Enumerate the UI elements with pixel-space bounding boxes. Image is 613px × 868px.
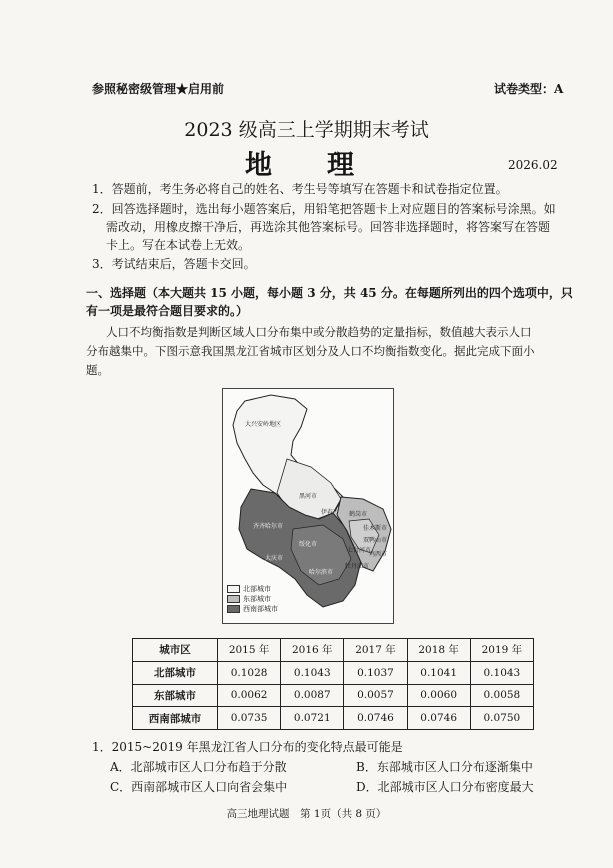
table-cell: 西南部城市 xyxy=(133,707,218,730)
table-header-row xyxy=(133,639,534,662)
table-cell: 北部城市 xyxy=(133,661,218,684)
table-header: 2019 年 xyxy=(470,639,533,662)
population-index-table xyxy=(132,638,534,730)
table-cell: 0.1043 xyxy=(281,661,344,684)
map-label-jiamusi: 佳木斯市 xyxy=(363,525,388,532)
question-1-option-b: B．东部城市区人口分布逐渐集中 xyxy=(356,760,533,774)
map-label-daxinganling: 大兴安岭地区 xyxy=(245,421,282,428)
table-header: 2017 年 xyxy=(344,639,407,662)
table-cell: 0.0060 xyxy=(407,684,470,707)
legend-swatch-southwest xyxy=(227,605,240,613)
map-label-jixi: 鸡西市 xyxy=(369,551,388,558)
page-footer: 高三地理试题 第 1页（共 8 页） xyxy=(226,808,387,820)
table-cell: 0.0057 xyxy=(344,684,407,707)
table-cell: 0.0746 xyxy=(344,707,407,730)
section-heading: 一、选择题（本大题共 15 小题，每小题 3 分，共 45 分。在每题所列出的四个选项中，只 xyxy=(86,286,573,300)
table-cell: 0.1043 xyxy=(470,661,533,684)
paper-type: 试卷类型：A xyxy=(494,82,564,96)
passage-line-2: 分布越集中。下图示意我国黑龙江省城市区划分及人口不均衡指数变化。据此完成下面小 xyxy=(86,344,535,358)
table-cell: 0.0735 xyxy=(218,707,281,730)
question-1-stem: 1．2015~2019 年黑龙江省人口分布的变化特点最可能是 xyxy=(92,740,403,754)
table-cell: 0.0062 xyxy=(218,684,281,707)
table-cell: 0.1041 xyxy=(407,661,470,684)
map-label-suihua: 绥化市 xyxy=(299,541,318,548)
legend-north xyxy=(227,585,271,593)
exam-title: 2023 级高三上学期期末考试 xyxy=(184,119,429,141)
map-label-yichun: 伊春市 xyxy=(321,509,340,516)
table-cell: 东部城市 xyxy=(133,684,218,707)
table-cell: 0.0721 xyxy=(281,707,344,730)
table-header: 城市区 xyxy=(133,639,218,662)
map-label-heihe: 黑河市 xyxy=(299,493,318,500)
legend-label-east: 东部城市 xyxy=(243,595,271,603)
question-1-option-d: D．北部城市区人口分布密度最大 xyxy=(356,780,534,794)
table-header: 2016 年 xyxy=(281,639,344,662)
instruction-3: 3．考试结束后，答题卡交回。 xyxy=(92,257,256,271)
table-cell: 0.0058 xyxy=(470,684,533,707)
instruction-1: 1．答题前，考生务必将自己的姓名、考生号等填写在答题卡和试卷指定位置。 xyxy=(92,182,508,196)
map-label-daqing: 大庆市 xyxy=(265,555,284,562)
table-row xyxy=(133,661,534,684)
table-header: 2015 年 xyxy=(218,639,281,662)
table-cell: 0.0746 xyxy=(407,707,470,730)
legend-swatch-north xyxy=(227,585,240,593)
instruction-2-cont2: 卡上。写在本试卷上无效。 xyxy=(106,238,251,252)
map-label-mudanjiang: 牡丹江市 xyxy=(345,563,370,570)
table-header: 2018 年 xyxy=(407,639,470,662)
legend-east xyxy=(227,595,271,603)
table-cell: 0.1028 xyxy=(218,661,281,684)
question-1-option-c: C．西南部城市区人口向省会集中 xyxy=(110,780,288,794)
question-1-option-a: A．北部城市区人口分布趋于分散 xyxy=(110,760,287,774)
map-label-qiqihar: 齐齐哈尔市 xyxy=(253,523,284,530)
passage-line-1: 人口不均衡指数是判断区域人口分布集中或分散趋势的定量指标，数值越大表示人口 xyxy=(106,325,532,339)
table-cell: 0.0750 xyxy=(470,707,533,730)
table-cell: 0.1037 xyxy=(344,661,407,684)
table-row xyxy=(133,684,534,707)
legend-label-north: 北部城市 xyxy=(243,585,271,593)
legend-swatch-east xyxy=(227,595,240,603)
map-label-hegang: 鹤岗市 xyxy=(349,511,368,518)
section-heading-cont: 有一项是最符合题目要求的。） xyxy=(86,304,249,318)
subject-title: 地 理 xyxy=(245,150,368,181)
passage-line-3: 题。 xyxy=(86,363,109,377)
instruction-2-cont: 需改动，用橡皮擦干净后，再选涂其他答案标号。回答非选择题时，将答案写在答题 xyxy=(106,220,551,234)
map-label-harbin: 哈尔滨市 xyxy=(309,569,334,576)
legend-southwest xyxy=(227,605,278,613)
legend-label-southwest: 西南部城市 xyxy=(243,605,278,613)
map-label-qitaihe: 七台河市 xyxy=(347,547,372,554)
heilongjiang-map xyxy=(222,388,394,624)
confidential-mark: 参照秘密级管理★启用前 xyxy=(92,82,225,96)
instruction-2: 2．回答选择题时，选出每小题答案后，用铅笔把答题卡上对应题目的答案标号涂黑。如 xyxy=(92,202,556,216)
table-row xyxy=(133,707,534,730)
exam-date: 2026.02 xyxy=(508,158,558,172)
table-cell: 0.0087 xyxy=(281,684,344,707)
map-label-shuangyashan: 双鸭山市 xyxy=(363,537,388,544)
